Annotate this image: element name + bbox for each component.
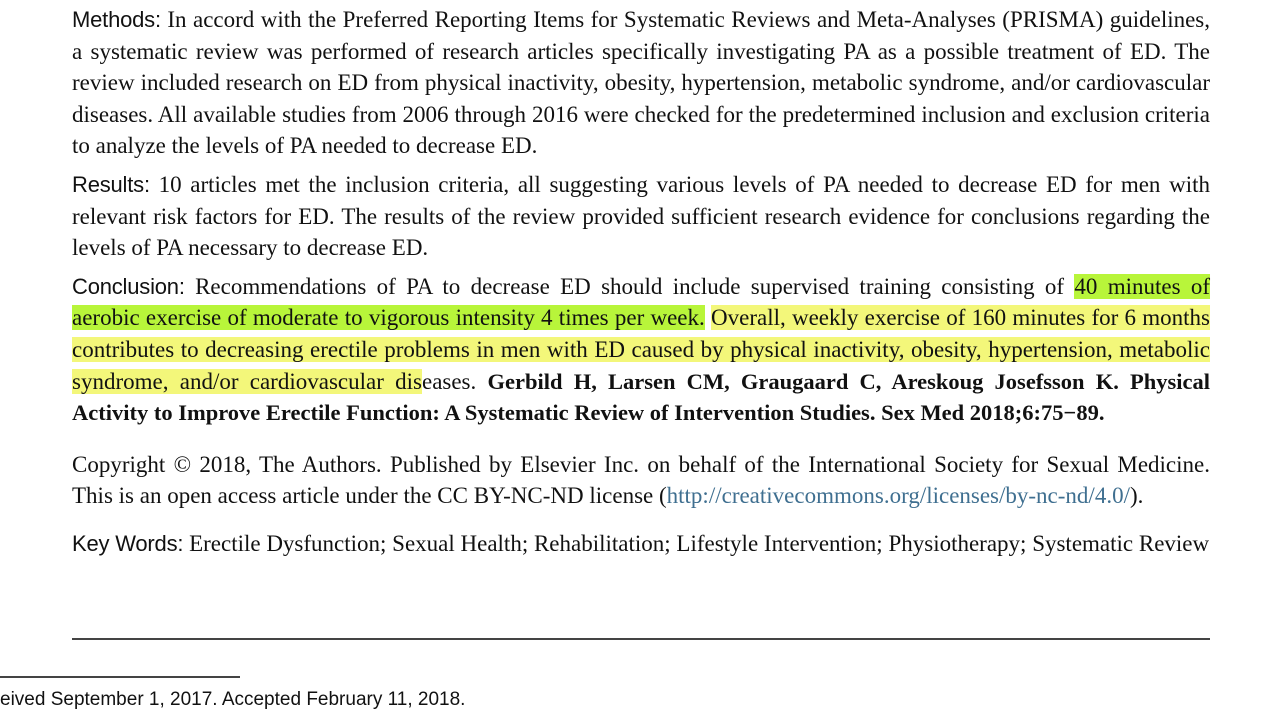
footnote-divider <box>0 676 240 678</box>
license-link[interactable]: http://creativecommons.org/licenses/by-nc-nd/4.0/ <box>666 483 1130 509</box>
results-label: Results: <box>72 171 150 197</box>
highlight-yellow-text: Overall, weekly exercise of 160 minutes for 6 months contributes to decreasing erectile problems in men with ED caused by physical inactivity, obesity, hypertension, metabolic syndrome, and/or cardiovascular dis <box>72 305 1210 394</box>
results-text: 10 articles met the inclusion criteria, all suggesting various levels of PA needed to decrease ED for men with relevant risk factors for ED. The results of the review provided sufficient research evidence for conclusions regarding the levels of PA necessary to decrease ED. <box>72 171 1210 261</box>
copyright-text-end: ). <box>1129 483 1144 509</box>
conclusion-paragraph <box>72 271 1210 429</box>
copyright-paragraph <box>72 449 1210 512</box>
results-paragraph <box>72 169 1210 264</box>
section-divider <box>72 638 1210 640</box>
conclusion-text-end: eases. <box>421 368 488 394</box>
methods-label: Methods: <box>72 7 161 32</box>
abstract-body <box>72 4 1210 567</box>
citation: Gerbild H, Larsen CM, Graugaard C, Areskoug Josefsson K. Physical Activity to Improve Erectile Function: A Systematic Review of Intervention Studies. Sex Med 2018;6:75−89. <box>72 368 1211 426</box>
highlight-green-text: 40 minutes of aerobic exercise of moderate to vigorous intensity 4 times per week. <box>72 273 1211 331</box>
keywords-paragraph <box>72 528 1210 560</box>
conclusion-label: Conclusion: <box>72 273 185 299</box>
keywords-label: Key Words: <box>72 530 184 556</box>
copyright-text: Copyright © 2018, The Authors. Published by Elsevier Inc. on behalf of the International Society for Sexual Medicine. This is an open access article under the CC BY-NC-ND license ( <box>72 451 1210 509</box>
methods-paragraph <box>72 4 1210 162</box>
received-date-footnote: eived September 1, 2017. Accepted February 11, 2018. <box>0 689 466 710</box>
methods-text: In accord with the Preferred Reporting Items for Systematic Reviews and Meta-Analyses (PRISMA) guidelines, a systematic review was performed of research articles specifically investigating PA as a possible treatment of ED. The review included research on ED from physical inactivity, obesity, hypertension, metabolic syndrome, and/or cardiovascular diseases. All available studies from 2006 through 2016 were checked for the predetermined inclusion and exclusion criteria to analyze the levels of PA needed to decrease ED. <box>72 7 1211 159</box>
keywords-text: Erectile Dysfunction; Sexual Health; Rehabilitation; Lifestyle Intervention; Physiotherapy; Systematic Review <box>189 530 1210 556</box>
conclusion-text: Recommendations of PA to decrease ED should include supervised training consisting of <box>195 273 1075 299</box>
